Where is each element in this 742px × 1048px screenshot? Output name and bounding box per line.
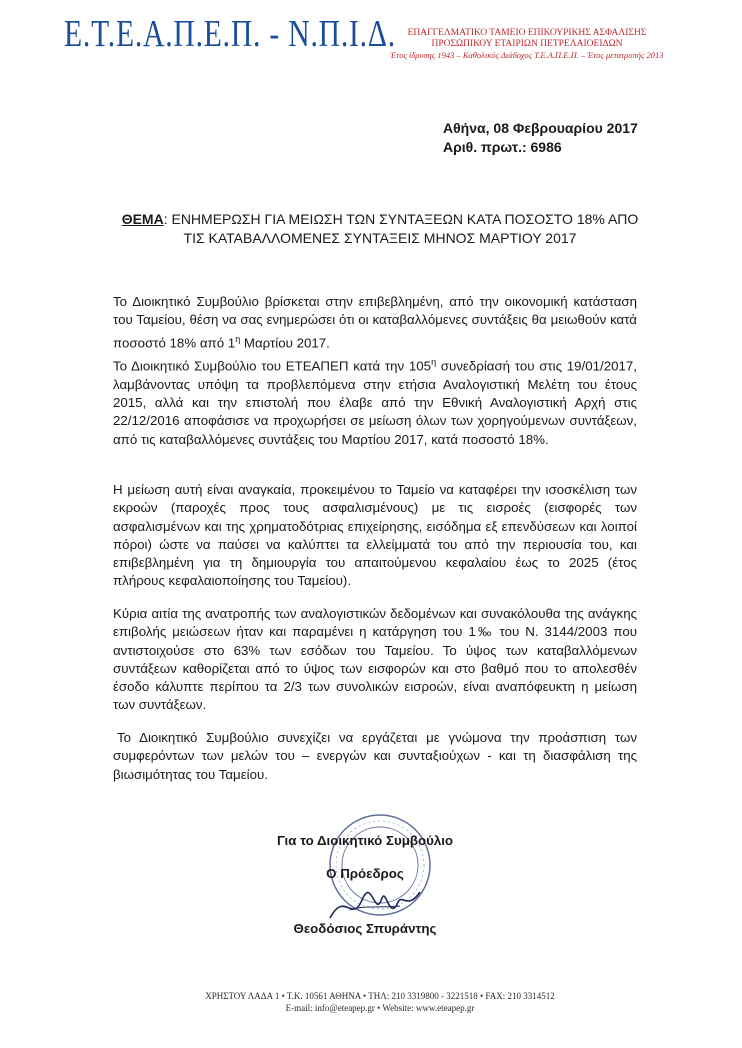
superscript: η bbox=[431, 357, 437, 367]
protocol-number: Αριθ. πρωτ.: 6986 bbox=[443, 139, 562, 155]
organization-header bbox=[372, 28, 682, 61]
paragraph-1 bbox=[113, 293, 637, 352]
subject-text: : ΕΝΗΜΕΡΩΣΗ ΓΙΑ ΜΕΙΩΣΗ ΤΩΝ ΣΥΝΤΑΞΕΩΝ ΚΑΤΑ ΠΟΣΟΣΤΟ 18% ΑΠΟ ΤΙΣ ΚΑΤΑΒΑΛΛΟΜΕΝΕΣ ΣΥΝΤΑΞΕΙΣ ΜΗΝΟΣ ΜΑΡΤΙΟΥ 2017 bbox=[163, 211, 639, 246]
footer-contact: E-mail: info@eteapep.gr • Website: www.eteapep.gr bbox=[285, 1003, 475, 1013]
org-history-line: Έτος ίδρυσης 1943 – Καθολικός Διάδοχος Τ.Ε.Α.Π.Ε.Π. – Έτος μετατροπής 2013 bbox=[390, 50, 664, 60]
paragraph-4: Κύρια αιτία της ανατροπής των αναλογιστικών δεδομένων και συνακόλουθα της ανάγκης επιβολής μειώσεων ήταν και παραμένει η κατάργηση του 1‰ του Ν. 3144/2003 που αντιστοιχούσε στο 63% των εσόδων του Ταμείου. Το ύψος των καταβαλλόμενων συντάξεων καθορίζεται από το ύψος των εισφορών και στο βαθμό που το απολεσθέν έσοδο κάλυπτε περίπου τα 2/3 των συνολικών εισροών, είναι αναπόφευκτη η μείωση των συντάξεων. bbox=[113, 606, 637, 713]
paragraph-1-text: Το Διοικητικό Συμβούλιο βρίσκεται στην επιβεβλημένη, από την οικονομική κατάσταση του Ταμείου, θέση να σας ενημερώσει ότι οι καταβαλλόμενες συντάξεις θα μειωθούν κατά ποσοστό 18% από 1 bbox=[113, 294, 637, 351]
page-footer bbox=[100, 990, 660, 1014]
paragraph-1-end: Μαρτίου 2017. bbox=[240, 335, 330, 351]
paragraph-2-end: συνεδρίασή του στις 19/01/2017, λαμβάνοντας υπόψη τα προβλεπόμενα στην ετήσια Αναλογιστική Μελέτη του έτους 2015, αλλά και την επιστολή που έλαβε από την Εθνική Αναλογιστική Αρχή στις 22/12/2016 αποφάσισε να προχωρήσει σε μείωση όλων των χορηγούμενων συντάξεων, από τις καταβαλλόμενες συντάξεις του Μαρτίου 2017, κατά ποσοστό 18%. bbox=[113, 358, 638, 447]
superscript: η bbox=[235, 333, 241, 344]
paragraph-2-text: Το Διοικητικό Συμβούλιο του ΕΤΕΑΠΕΠ κατά την 105 bbox=[113, 358, 432, 374]
signature-role: Ο Πρόεδρος bbox=[326, 866, 404, 881]
subject-label: ΘΕΜΑ bbox=[121, 211, 164, 227]
org-name-line-1: ΕΠΑΓΓΕΛΜΑΤΙΚΟ ΤΑΜΕΙΟ ΕΠΙΚΟΥΡΙΚΗΣ ΑΣΦΑΛΙΣΗΣ bbox=[407, 28, 647, 38]
date-block bbox=[443, 119, 638, 157]
subject-heading bbox=[120, 210, 640, 248]
signature-for-board: Για το Διοικητικό Συμβούλιο bbox=[276, 833, 454, 848]
organization-logo: Ε.Τ.Ε.Α.Π.Ε.Π. - Ν.Π.Ι.Δ. bbox=[64, 13, 396, 55]
paragraph-3: Η μείωση αυτή είναι αναγκαία, προκειμένου το Ταμείο να καταφέρει την ισοσκέλιση των εκροών (παροχές προς τους ασφαλισμένους) με τις εισροές (εισφορές των ασφαλισμένων και της χρηματοδότριας επιχείρησης, εισόδημα εξ επενδύσεων και λοιποί πόροι) ώστε να παύσει να καλύπτει τα ελλείμματά του από την περιουσία του, και επιβεβλημένη για τη δημιουργία του απαιτούμενου κεφαλαίου έως το 2025 (έτος πλήρους κεφαλαιοποίησης του Ταμείου). bbox=[113, 482, 637, 589]
paragraph-2 bbox=[113, 353, 637, 449]
footer-address: ΧΡΗΣΤΟΥ ΛΑΔΑ 1 • Τ.Κ. 10561 ΑΘΗΝΑ • ΤΗΛ: 210 3319800 - 3221518 • FAX: 210 3314512 bbox=[205, 991, 555, 1001]
org-name-line-2: ΠΡΟΣΩΠΙΚΟΥ ΕΤΑΙΡΙΩΝ ΠΕΤΡΕΛΑΙΟΕΙΔΩΝ bbox=[431, 39, 623, 49]
letter-date: Αθήνα, 08 Φεβρουαρίου 2017 bbox=[443, 120, 638, 136]
signature-name: Θεοδόσιος Σπυράντης bbox=[293, 921, 437, 936]
paragraph-5: Το Διοικητικό Συμβούλιο συνεχίζει να εργάζεται με γνώμονα την προάσπιση των συμφερόντων των μελών του – ενεργών και συνταξιούχων - και τη διασφάλιση της βιωσιμότητας του Ταμείου. bbox=[113, 730, 637, 782]
